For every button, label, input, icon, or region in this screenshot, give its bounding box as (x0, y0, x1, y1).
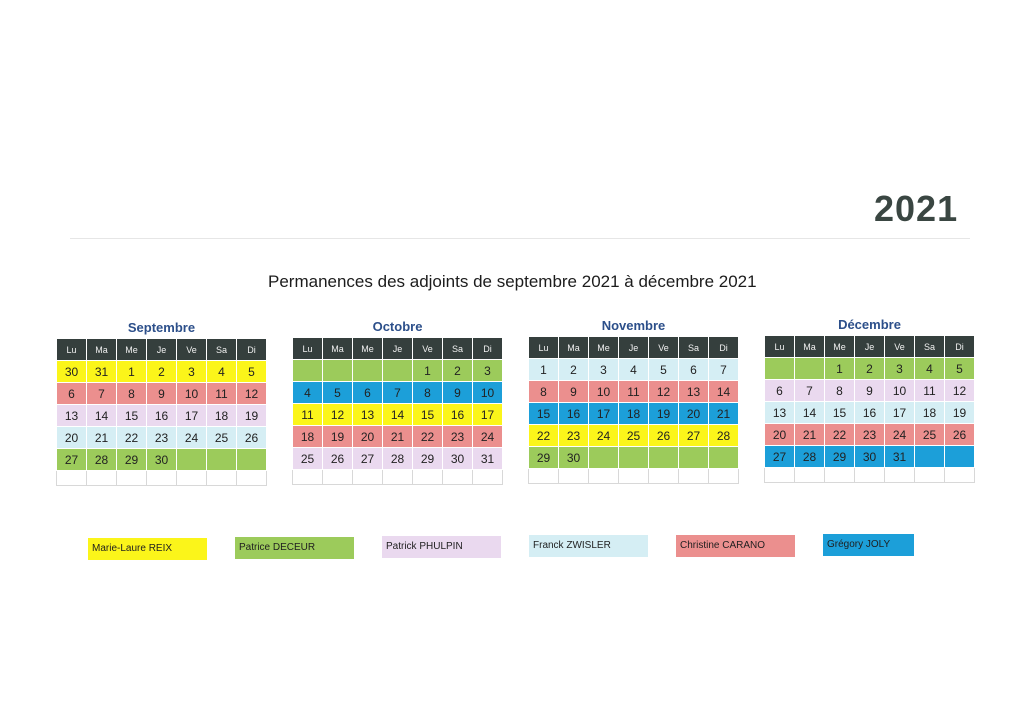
year-divider (70, 238, 970, 239)
legend-item: Christine CARANO (676, 535, 795, 557)
day-cell: 7 (87, 383, 117, 405)
day-cell: 2 (855, 358, 885, 380)
day-cell: 24 (473, 426, 503, 448)
day-cell: 13 (57, 405, 87, 427)
weekday-header: Ve (413, 338, 443, 360)
week-row (765, 424, 975, 446)
day-cell: 16 (443, 404, 473, 426)
week-row (765, 380, 975, 402)
day-cell: 21 (709, 403, 739, 425)
day-cell: 27 (353, 448, 383, 470)
day-cell: 20 (679, 403, 709, 425)
weekday-header-row (765, 336, 975, 358)
empty-cell (945, 468, 975, 483)
day-cell: 4 (293, 382, 323, 404)
day-cell (383, 360, 413, 382)
weekday-header: Di (945, 336, 975, 358)
weekday-header-row (529, 337, 739, 359)
empty-cell (915, 468, 945, 483)
day-cell: 30 (57, 361, 87, 383)
empty-cell (885, 468, 915, 483)
day-cell: 25 (207, 427, 237, 449)
day-cell: 24 (589, 425, 619, 447)
empty-cell (323, 470, 353, 485)
day-cell: 11 (619, 381, 649, 403)
day-cell: 25 (293, 448, 323, 470)
day-cell: 10 (177, 383, 207, 405)
day-cell: 7 (709, 359, 739, 381)
empty-row (765, 468, 975, 483)
legend-item: Patrice DECEUR (235, 537, 354, 559)
day-cell: 15 (825, 402, 855, 424)
day-cell: 30 (559, 447, 589, 469)
day-cell: 11 (915, 380, 945, 402)
day-cell: 23 (855, 424, 885, 446)
weekday-header-row (293, 338, 503, 360)
week-row (765, 402, 975, 424)
day-cell (709, 447, 739, 469)
month-name: Décembre (838, 317, 901, 332)
day-cell: 2 (559, 359, 589, 381)
weekday-header: Ve (177, 339, 207, 361)
day-cell: 26 (945, 424, 975, 446)
day-cell: 19 (323, 426, 353, 448)
day-cell: 1 (529, 359, 559, 381)
month-grid (292, 337, 503, 485)
day-cell (293, 360, 323, 382)
day-cell: 9 (855, 380, 885, 402)
day-cell: 18 (619, 403, 649, 425)
day-cell: 17 (885, 402, 915, 424)
day-cell (679, 447, 709, 469)
day-cell: 20 (765, 424, 795, 446)
day-cell (177, 449, 207, 471)
weekday-header: Me (825, 336, 855, 358)
weekday-header: Je (147, 339, 177, 361)
empty-cell (207, 471, 237, 486)
day-cell: 23 (443, 426, 473, 448)
day-cell: 3 (885, 358, 915, 380)
empty-cell (147, 471, 177, 486)
empty-row (57, 471, 267, 486)
day-cell: 14 (709, 381, 739, 403)
day-cell: 14 (87, 405, 117, 427)
day-cell (207, 449, 237, 471)
day-cell: 8 (117, 383, 147, 405)
day-cell: 1 (117, 361, 147, 383)
day-cell: 30 (443, 448, 473, 470)
empty-cell (529, 469, 559, 484)
day-cell: 20 (353, 426, 383, 448)
empty-cell (293, 470, 323, 485)
day-cell: 16 (559, 403, 589, 425)
weekday-header: Lu (57, 339, 87, 361)
weekday-header: Je (855, 336, 885, 358)
weekday-header: Lu (529, 337, 559, 359)
weekday-header: Ma (795, 336, 825, 358)
empty-cell (87, 471, 117, 486)
day-cell: 26 (237, 427, 267, 449)
empty-cell (825, 468, 855, 483)
day-cell: 3 (589, 359, 619, 381)
day-cell: 4 (207, 361, 237, 383)
day-cell: 6 (57, 383, 87, 405)
day-cell: 9 (443, 382, 473, 404)
weekday-header: Me (353, 338, 383, 360)
weekday-header: Di (709, 337, 739, 359)
day-cell: 10 (885, 380, 915, 402)
weekday-header: Je (619, 337, 649, 359)
empty-cell (57, 471, 87, 486)
day-cell: 26 (323, 448, 353, 470)
day-cell: 21 (383, 426, 413, 448)
day-cell: 12 (649, 381, 679, 403)
day-cell: 15 (413, 404, 443, 426)
day-cell: 29 (825, 446, 855, 468)
month-grid (764, 335, 975, 483)
day-cell: 21 (87, 427, 117, 449)
weekday-header: Sa (915, 336, 945, 358)
day-cell: 18 (915, 402, 945, 424)
day-cell: 27 (765, 446, 795, 468)
month-calendar-2 (528, 316, 739, 484)
week-row (529, 381, 739, 403)
day-cell: 12 (945, 380, 975, 402)
day-cell (649, 447, 679, 469)
weekday-header: Ma (323, 338, 353, 360)
empty-cell (679, 469, 709, 484)
day-cell: 24 (885, 424, 915, 446)
day-cell: 13 (353, 404, 383, 426)
day-cell (945, 446, 975, 468)
day-cell: 31 (87, 361, 117, 383)
month-name: Novembre (601, 318, 666, 333)
empty-cell (473, 470, 503, 485)
week-row (529, 425, 739, 447)
empty-cell (559, 469, 589, 484)
day-cell: 11 (293, 404, 323, 426)
day-cell: 4 (915, 358, 945, 380)
day-cell: 14 (383, 404, 413, 426)
day-cell: 31 (473, 448, 503, 470)
day-cell (589, 447, 619, 469)
weekday-header: Sa (679, 337, 709, 359)
day-cell: 2 (443, 360, 473, 382)
day-cell: 16 (147, 405, 177, 427)
month-calendar-1 (292, 317, 503, 485)
week-row (765, 358, 975, 380)
empty-cell (709, 469, 739, 484)
day-cell: 16 (855, 402, 885, 424)
empty-cell (589, 469, 619, 484)
day-cell: 20 (57, 427, 87, 449)
day-cell: 30 (855, 446, 885, 468)
legend-item: Marie-Laure REIX (88, 538, 207, 560)
day-cell: 27 (679, 425, 709, 447)
day-cell: 28 (383, 448, 413, 470)
day-cell: 10 (473, 382, 503, 404)
day-cell: 3 (473, 360, 503, 382)
week-row (293, 360, 503, 382)
day-cell (795, 358, 825, 380)
day-cell: 6 (679, 359, 709, 381)
day-cell: 22 (117, 427, 147, 449)
month-grid (56, 338, 267, 486)
empty-cell (855, 468, 885, 483)
day-cell (765, 358, 795, 380)
month-name: Septembre (127, 320, 196, 335)
day-cell (915, 446, 945, 468)
day-cell (323, 360, 353, 382)
day-cell: 24 (177, 427, 207, 449)
empty-cell (117, 471, 147, 486)
day-cell: 5 (237, 361, 267, 383)
weekday-header: Me (117, 339, 147, 361)
empty-cell (383, 470, 413, 485)
week-row (529, 359, 739, 381)
day-cell: 13 (679, 381, 709, 403)
day-cell: 6 (353, 382, 383, 404)
day-cell: 23 (147, 427, 177, 449)
weekday-header: Ve (649, 337, 679, 359)
day-cell: 17 (473, 404, 503, 426)
day-cell: 25 (619, 425, 649, 447)
day-cell: 8 (413, 382, 443, 404)
day-cell: 10 (589, 381, 619, 403)
day-cell (353, 360, 383, 382)
weekday-header: Lu (765, 336, 795, 358)
day-cell: 19 (945, 402, 975, 424)
day-cell: 6 (765, 380, 795, 402)
day-cell: 13 (765, 402, 795, 424)
weekday-header: Ma (87, 339, 117, 361)
day-cell: 14 (795, 402, 825, 424)
day-cell: 21 (795, 424, 825, 446)
weekday-header: Di (473, 338, 503, 360)
week-row (293, 404, 503, 426)
empty-cell (619, 469, 649, 484)
day-cell: 2 (147, 361, 177, 383)
day-cell: 5 (649, 359, 679, 381)
day-cell: 18 (293, 426, 323, 448)
empty-cell (177, 471, 207, 486)
day-cell: 30 (147, 449, 177, 471)
weekday-header: Sa (207, 339, 237, 361)
day-cell (237, 449, 267, 471)
weekday-header: Sa (443, 338, 473, 360)
day-cell: 28 (709, 425, 739, 447)
weekday-header: Je (383, 338, 413, 360)
day-cell: 3 (177, 361, 207, 383)
week-row (57, 427, 267, 449)
day-cell: 12 (323, 404, 353, 426)
day-cell: 1 (413, 360, 443, 382)
month-name: Octobre (372, 319, 423, 334)
day-cell: 15 (529, 403, 559, 425)
empty-row (529, 469, 739, 484)
day-cell: 22 (825, 424, 855, 446)
day-cell: 15 (117, 405, 147, 427)
day-cell: 27 (57, 449, 87, 471)
day-cell: 8 (529, 381, 559, 403)
month-grid (528, 336, 739, 484)
weekday-header: Me (589, 337, 619, 359)
day-cell: 4 (619, 359, 649, 381)
day-cell: 29 (529, 447, 559, 469)
day-cell: 7 (383, 382, 413, 404)
weekday-header: Ma (559, 337, 589, 359)
empty-cell (237, 471, 267, 486)
day-cell: 17 (589, 403, 619, 425)
weekday-header: Di (237, 339, 267, 361)
legend-item: Patrick PHULPIN (382, 536, 501, 558)
week-row (57, 383, 267, 405)
day-cell: 23 (559, 425, 589, 447)
day-cell: 7 (795, 380, 825, 402)
day-cell: 19 (237, 405, 267, 427)
week-row (293, 382, 503, 404)
day-cell: 22 (529, 425, 559, 447)
week-row (529, 447, 739, 469)
week-row (57, 405, 267, 427)
legend-item: Franck ZWISLER (529, 535, 648, 557)
day-cell: 18 (207, 405, 237, 427)
week-row (529, 403, 739, 425)
day-cell: 11 (207, 383, 237, 405)
empty-cell (353, 470, 383, 485)
week-row (293, 426, 503, 448)
day-cell: 22 (413, 426, 443, 448)
empty-cell (649, 469, 679, 484)
page-title: Permanences des adjoints de septembre 2021 à décembre 2021 (268, 272, 757, 291)
day-cell: 31 (885, 446, 915, 468)
day-cell: 8 (825, 380, 855, 402)
day-cell: 29 (117, 449, 147, 471)
day-cell: 9 (147, 383, 177, 405)
empty-cell (413, 470, 443, 485)
day-cell: 19 (649, 403, 679, 425)
day-cell: 12 (237, 383, 267, 405)
week-row (57, 361, 267, 383)
day-cell: 17 (177, 405, 207, 427)
weekday-header-row (57, 339, 267, 361)
month-calendar-3 (764, 315, 975, 483)
day-cell: 29 (413, 448, 443, 470)
day-cell: 26 (649, 425, 679, 447)
weekday-header: Ve (885, 336, 915, 358)
day-cell: 28 (795, 446, 825, 468)
empty-row (293, 470, 503, 485)
day-cell (619, 447, 649, 469)
year-heading: 2021 (874, 188, 959, 229)
week-row (765, 446, 975, 468)
weekday-header: Lu (293, 338, 323, 360)
empty-cell (795, 468, 825, 483)
month-calendar-0 (56, 318, 267, 486)
day-cell: 9 (559, 381, 589, 403)
day-cell: 5 (323, 382, 353, 404)
empty-cell (765, 468, 795, 483)
legend-item: Grégory JOLY (823, 534, 914, 556)
week-row (57, 449, 267, 471)
day-cell: 25 (915, 424, 945, 446)
empty-cell (443, 470, 473, 485)
day-cell: 1 (825, 358, 855, 380)
day-cell: 5 (945, 358, 975, 380)
day-cell: 28 (87, 449, 117, 471)
week-row (293, 448, 503, 470)
